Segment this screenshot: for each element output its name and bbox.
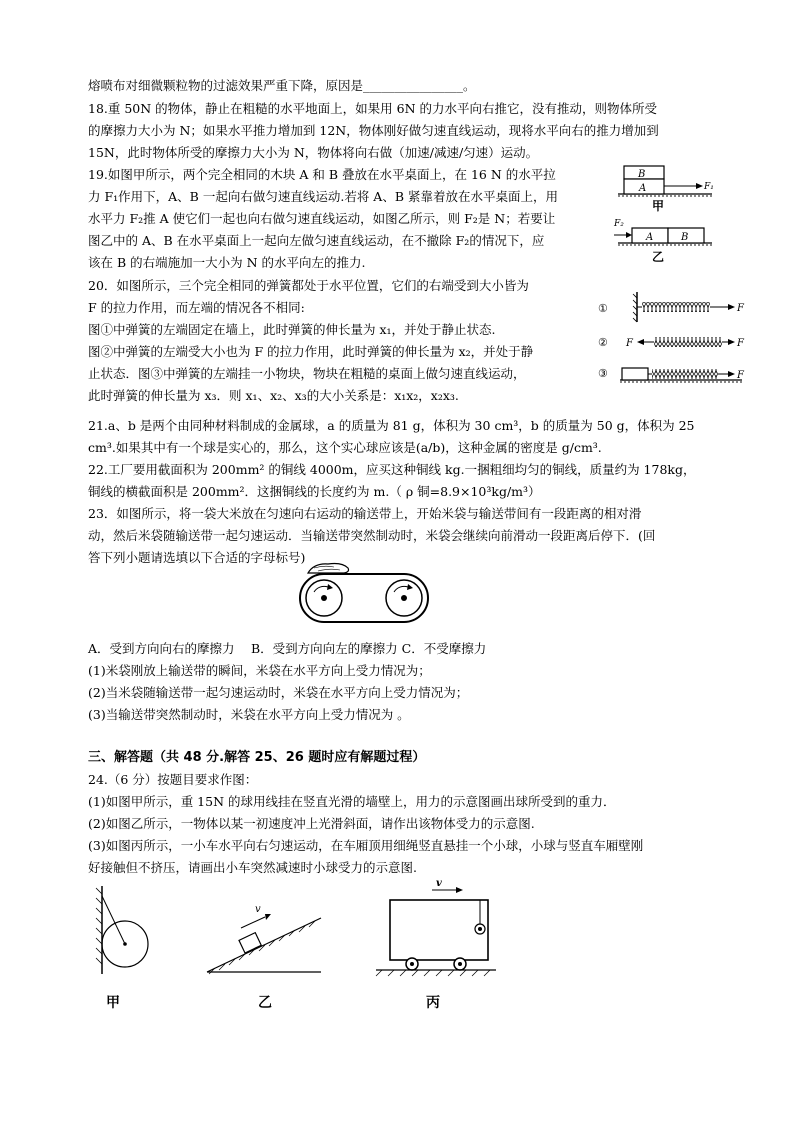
figure-20-num3: ③ <box>598 367 608 380</box>
velocity-label: v <box>255 904 261 915</box>
velocity-label: v <box>436 878 442 889</box>
question-20-line1: 20．如图所示，三个完全相同的弹簧都处于水平位置，它们的右端受到大小皆为 <box>88 278 529 293</box>
section-heading: 三、解答题（共 48 分.解答 25、26 题时应有解题过程） <box>88 750 426 765</box>
question-23-line1: 23．如图所示，将一袋大米放在匀速向右运动的输送带上，开始米袋与输送带间有一段距离的相对滑 <box>88 506 642 521</box>
question-24-sub3-line1: (3)如图丙所示，一小车水平向右匀速运动，在车厢顶用细绳竖直悬挂一个小球，小球与竖直车厢壁刚 <box>88 838 644 853</box>
figure-19 <box>612 160 722 268</box>
figure-24-bing <box>372 874 502 978</box>
question-20-line6: 此时弹簧的伸长量为 x₃．则 x₁、x₂、x₃的大小关系是：x₁x₂，x₂x₃. <box>88 388 459 403</box>
question-23-sub2: (2)当米袋随输送带一起匀速运动时，米袋在水平方向上受力情况为； <box>88 685 469 700</box>
figure-label-jia: 甲 <box>652 199 665 213</box>
question-23-options: A．受到方向向右的摩擦力 B．受到方向向左的摩擦力 C．不受摩擦力 <box>88 641 487 656</box>
figure-24-jia <box>92 884 152 976</box>
question-18-line3: 15N，此时物体所受的摩擦力大小为 N，物体将向右做（加速/减速/匀速）运动。 <box>88 145 539 160</box>
text-line: 熔喷布对细微颗粒物的过滤效果严重下降，原因是________________。 <box>88 78 476 93</box>
question-24-sub2: (2)如图乙所示，一物体以某一初速度冲上光滑斜面，请作出该物体受力的示意图. <box>88 816 535 831</box>
question-22-line2: 铜线的横截面积是 200mm²．这捆铜线的长度约为 m.（ ρ 铜=8.9×10³kg/m³） <box>88 484 541 499</box>
force-label: F <box>626 338 633 349</box>
figure-20-num1: ① <box>598 302 608 315</box>
question-19-line4: 图乙中的 A、B 在水平桌面上一起向左做匀速直线运动，在不撤除 F₂的情况下，应 <box>88 233 545 248</box>
figure-19-jia <box>618 166 714 213</box>
block-b-label: B <box>638 169 646 180</box>
figure-24-yi <box>205 898 325 978</box>
question-21-line2: cm³.如果其中有一个球是实心的，那么，这个实心球应该是(a/b)，这种金属的密度是 g/cm³. <box>88 440 602 455</box>
question-19-line1: 19.如图甲所示，两个完全相同的木块 A 和 B 叠放在水平桌面上，在 16 N 的水平拉 <box>88 167 556 182</box>
force2-label: F₂ <box>614 219 624 229</box>
force-label: F <box>737 370 744 381</box>
question-23-sub3: (3)当输送带突然制动时，米袋在水平方向上受力情况为 。 <box>88 707 410 722</box>
question-23-sub1: (1)米袋刚放上输送带的瞬间，米袋在水平方向上受力情况为； <box>88 663 431 678</box>
figure-19-yi <box>613 219 712 264</box>
force-label: F <box>737 303 744 314</box>
question-24-title: 24.（6 分）按题目要求作图： <box>88 772 258 787</box>
question-18-line2: 的摩擦力大小为 N；如果水平推力增加到 12N，物体刚好做匀速直线运动，现将水平向右的推力增加到 <box>88 123 659 138</box>
figure-24-label-jia: 甲 <box>106 995 120 1011</box>
cart-body <box>390 900 488 960</box>
block-b-label: B <box>681 232 689 243</box>
figure-20 <box>592 284 752 390</box>
question-20-line3: 图①中弹簧的左端固定在墙上，此时弹簧的伸长量为 x₁，并处于静止状态. <box>88 322 496 337</box>
question-24-sub3-line2: 好接触但不挤压，请画出小车突然减速时小球受力的示意图. <box>88 860 417 875</box>
figure-24-label-bing: 丙 <box>426 995 440 1011</box>
figure-23-conveyor <box>284 560 444 632</box>
block-a-label: A <box>646 232 654 243</box>
question-19-line5: 该在 B 的右端施加一大小为 N 的水平向左的推力. <box>88 255 366 270</box>
question-24-sub1: (1)如图甲所示，重 15N 的球用线挂在竖直光滑的墙壁上，用力的示意图画出球所受到的重力． <box>88 794 616 809</box>
force-label: F <box>737 338 744 349</box>
question-22-line1: 22.工厂要用截面积为 200mm² 的铜线 4000m，应买这种铜线 kg.一捆粗细均匀的铜线，质量约为 178kg， <box>88 462 696 477</box>
slope-block <box>239 933 261 953</box>
question-20-line2: F 的拉力作用，而左端的情况各不相同: <box>88 300 305 315</box>
question-21-line1: 21.a、b 是两个由同种材料制成的金属球，a 的质量为 81 g，体积为 30 cm³，b 的质量为 50 g，体积为 25 <box>88 418 695 433</box>
block-a-label: A <box>639 183 647 194</box>
figure-20-num2: ② <box>598 336 608 349</box>
force1-label: F₁ <box>704 182 714 192</box>
question-23-line3: 答下列小题请选填以下合适的字母标号) <box>88 550 306 565</box>
question-20-line4: 图②中弹簧的左端受大小也为 F 的拉力作用，此时弹簧的伸长量为 x₂，并处于静 <box>88 344 534 359</box>
figure-24-label-yi: 乙 <box>258 995 272 1011</box>
question-20-line5: 止状态．图③中弹簧的左端挂一小物块，物块在粗糙的桌面上做匀速直线运动， <box>88 366 526 381</box>
question-23-line2: 动，然后米袋随输送带一起匀速运动．当输送带突然制动时，米袋会继续向前滑动一段距离后停下．(回 <box>88 528 656 543</box>
question-19-line3: 水平力 F₂推 A 使它们一起也向右做匀速直线运动，如图乙所示，则 F₂是 N；若要让 <box>88 211 556 226</box>
figure-label-yi: 乙 <box>652 250 665 264</box>
question-19-line2: 力 F₁作用下，A、B 一起向右做匀速直线运动.若将 A、B 紧靠着放在水平桌面上，用 <box>88 189 558 204</box>
question-18-line1: 18.重 50N 的物体，静止在粗糙的水平地面上，如果用 6N 的力水平向右推它，没有推动，则物体所受 <box>88 101 658 116</box>
